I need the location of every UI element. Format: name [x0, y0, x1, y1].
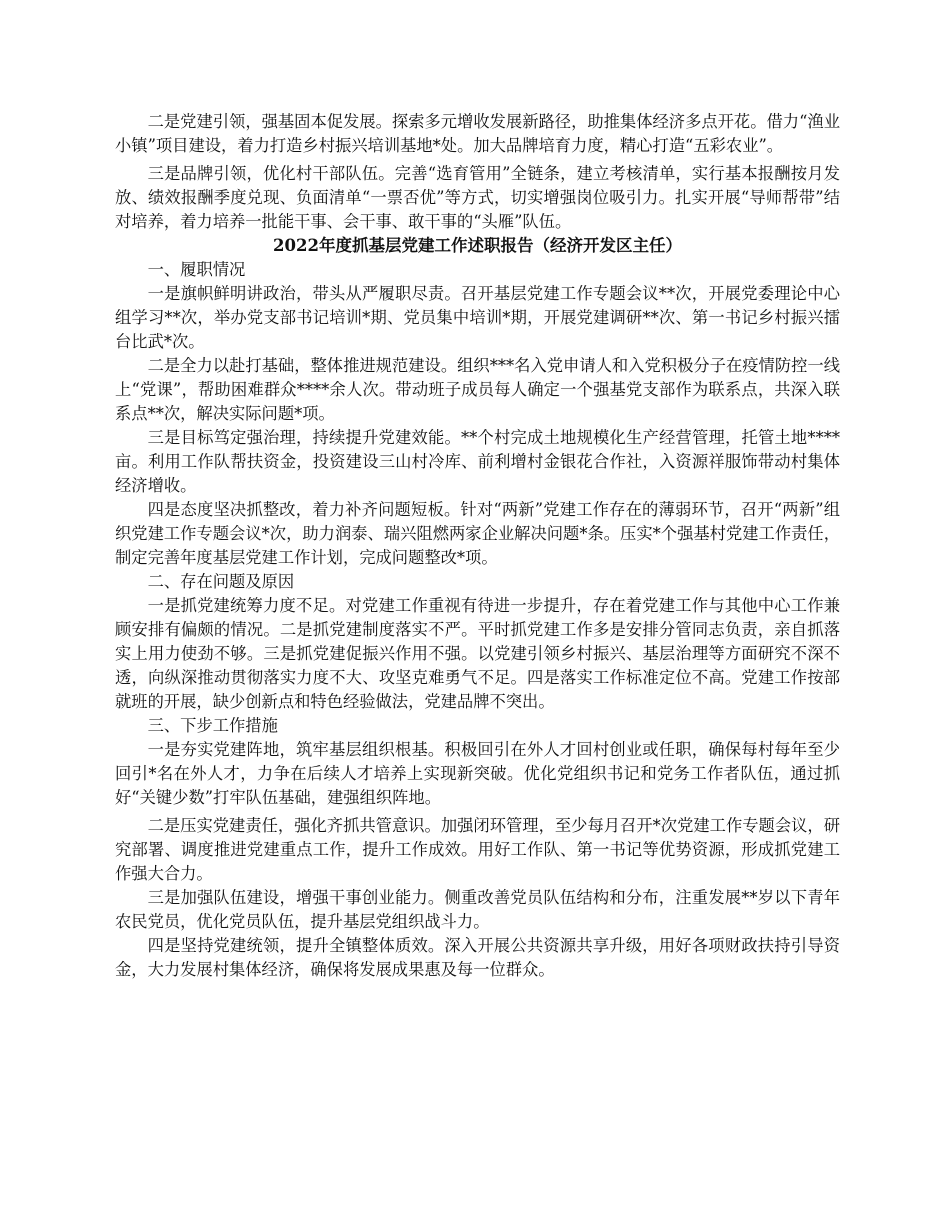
paragraph-problems: 一是抓党建统筹力度不足。对党建工作重视有待进一步提升，存在着党建工作与其他中心工作兼顾安排有偏颇的情况。二是抓党建制度落实不严。平时抓党建工作多是安排分管同志负责，亲自抓落实上用力使劲不够。三是抓党建促振兴作用不强。以党建引领乡村振兴、基层治理等方面研究不深不透，向纵深推动贯彻落实力度不大、攻坚克难勇气不足。四是落实工作标准定位不高。党建工作按部就班的开展，缺少创新点和特色经验做法，党建品牌不突出。	[115, 596, 840, 711]
paragraph-governance: 三是目标笃定强治理，持续提升党建效能。**个村完成土地规模化生产经营管理，托管土地****亩。利用工作队帮扶资金，投资建设三山村冷库、前利增村金银花合作社，入资源祥服饰带动村集体经济增收。	[115, 428, 840, 495]
paragraph-brand-cadre-team: 三是品牌引领，优化村干部队伍。完善“选育管用”全链条，建立考核清单，实行基本报酬按月发放、绩效报酬季度兑现、负面清单“一票否优”等方式，切实增强岗位吸引力。扎实开展“导师帮带”结对培养，着力培养一批能干事、会干事、敢干事的“头雁”队伍。	[115, 164, 840, 231]
report-title: 2022年度抓基层党建工作述职报告（经济开发区主任）	[273, 236, 682, 255]
paragraph-positions: 一是夯实党建阵地，筑牢基层组织根基。积极回引在外人才回村创业或任职，确保每村每年至少回引*名在外人才，力争在后续人才培养上实现新突破。优化党组织书记和党务工作者队伍，通过抓好“关键少数”打牢队伍基础，建强组织阵地。	[115, 740, 840, 807]
paragraph-party-building-development: 二是党建引领，强基固本促发展。探索多元增收发展新路径，助推集体经济多点开花。借力“渔业小镇”项目建设，着力打造乡村振兴培训基地*处。加大品牌培育力度，精心打造“五彩农业”。	[115, 112, 840, 155]
paragraph-politics: 一是旗帜鲜明讲政治，带头从严履职尽责。召开基层党建工作专题会议**次，开展党委理论中心组学习**次，举办党支部书记培训*期、党员集中培训*期，开展党建调研**次、第一书记乡村振兴擂台比武*次。	[115, 284, 840, 351]
section-heading: 一、履职情况	[147, 260, 246, 279]
section-heading: 三、下步工作措施	[147, 716, 278, 735]
paragraph-foundation: 二是全力以赴打基础，整体推进规范建设。组织***名入党申请人和入党积极分子在疫情防控一线上“党课”，帮助困难群众****余人次。带动班子成员每人确定一个强基党支部作为联系点，共深入联系点**次，解决实际问题*项。	[115, 356, 840, 423]
section-heading: 二、存在问题及原因	[147, 572, 295, 591]
paragraph-overall-efficiency: 四是坚持党建统领，提升全镇整体质效。深入开展公共资源共享升级，用好各项财政扶持引导资金，大力发展村集体经济，确保将发展成果惠及每一位群众。	[115, 936, 840, 979]
section-problems-causes	[115, 570, 840, 714]
paragraph-rectification: 四是态度坚决抓整改，着力补齐问题短板。针对“两新”党建工作存在的薄弱环节，召开“两新”组织党建工作专题会议*次，助力润泰、瑞兴阻燃两家企业解决问题*条。压实*个强基村党建工作责任，制定完善年度基层党建工作计划，完成问题整改*项。	[115, 500, 840, 567]
section-duty-performance	[115, 258, 840, 570]
paragraph-responsibility: 二是压实党建责任，强化齐抓共管意识。加强闭环管理，至少每月召开*次党建工作专题会议，研究部署、调度推进党建重点工作，提升工作成效。用好工作队、第一书记等优势资源，形成抓党建工作强大合力。	[115, 816, 840, 883]
paragraph-team-building: 三是加强队伍建设，增强干事创业能力。侧重改善党员队伍结构和分布，注重发展**岁以下青年农民党员，优化党员队伍，提升基层党组织战斗力。	[115, 888, 840, 931]
document-body	[115, 110, 840, 982]
section-next-steps	[115, 714, 840, 982]
